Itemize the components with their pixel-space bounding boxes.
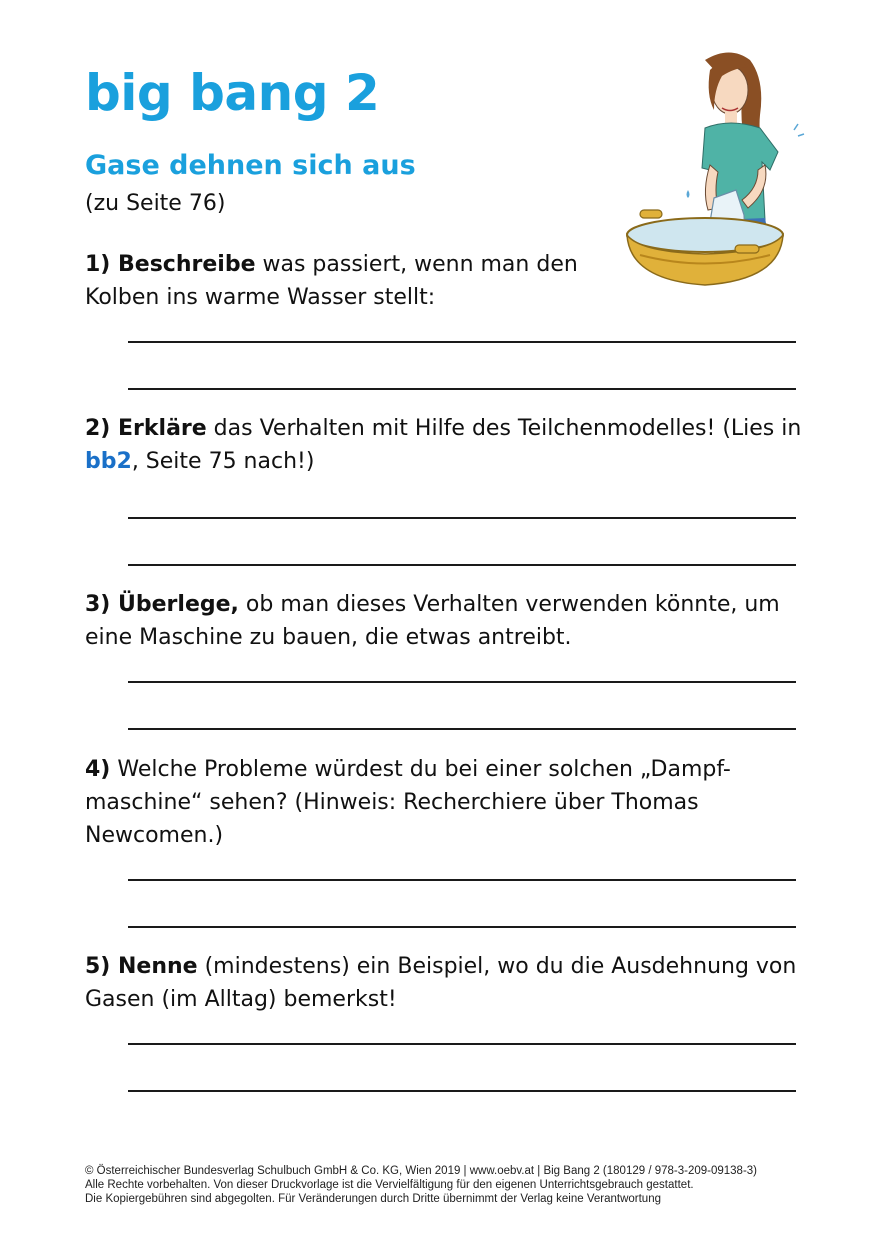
copyright-footer <box>85 1164 825 1206</box>
worksheet-title: Gase dehnen sich aus <box>85 150 416 181</box>
footer-line-2: Alle Rechte vorbehalten. Von dieser Druckvorlage ist die Vervielfältigung für den eigenen Unterrichtsgebrauch gestattet. <box>85 1179 694 1191</box>
question-3 <box>85 588 805 654</box>
question-5-text-line2: Gasen (im Alltag) bemerkst! <box>85 987 397 1012</box>
answer-line[interactable] <box>128 388 796 390</box>
answer-line[interactable] <box>128 341 796 343</box>
question-1-text-line2: Kolben ins warme Wasser stellt: <box>85 285 436 310</box>
answer-line[interactable] <box>128 681 796 683</box>
question-1 <box>85 248 805 314</box>
answer-line[interactable] <box>128 926 796 928</box>
answer-line[interactable] <box>128 564 796 566</box>
answer-line[interactable] <box>128 1090 796 1092</box>
question-1-text: was passiert, wenn man den <box>255 252 578 277</box>
question-4-verb: 4) <box>85 757 111 782</box>
question-4-text: Welche Probleme würdest du bei einer solchen „Dampf- <box>110 757 731 782</box>
question-4-text-line2: maschine“ sehen? (Hinweis: Recherchiere über Thomas <box>85 790 699 815</box>
brand-title: big bang 2 <box>85 64 380 122</box>
footer-line-1: © Österreichischer Bundesverlag Schulbuch GmbH & Co. KG, Wien 2019 | www.oebv.at | Big Bang 2 (180129 / 978-3-209-09138-3) <box>85 1165 758 1177</box>
question-2-verb: 2) Erkläre <box>85 416 207 441</box>
answer-line[interactable] <box>128 1043 796 1045</box>
question-1-verb: 1) Beschreibe <box>85 252 256 277</box>
question-3-text: ob man dieses Verhalten verwenden könnte, um <box>238 592 780 617</box>
question-3-verb: 3) Überlege, <box>85 592 239 617</box>
question-2-text: das Verhalten mit Hilfe des Teilchenmodelles! (Lies in <box>206 416 802 441</box>
answer-line[interactable] <box>128 728 796 730</box>
question-5-text: (mindestens) ein Beispiel, wo du die Ausdehnung von <box>197 954 797 979</box>
question-2-text-line2: , Seite 75 nach!) <box>131 449 315 474</box>
question-5-verb: 5) Nenne <box>85 954 198 979</box>
footer-line-3: Die Kopiergebühren sind abgegolten. Für Veränderungen durch Dritte übernimmt der Verlag keine Verantwortung <box>85 1193 661 1205</box>
question-4 <box>85 753 805 852</box>
question-4-text-line3: Newcomen.) <box>85 823 224 848</box>
question-3-text-line2: eine Maschine zu bauen, die etwas antreibt. <box>85 625 572 650</box>
question-5 <box>85 950 805 1016</box>
question-2 <box>85 412 805 478</box>
page-reference: (zu Seite 76) <box>85 191 226 216</box>
bb2-reference: bb2 <box>85 449 132 474</box>
answer-line[interactable] <box>128 879 796 881</box>
answer-line[interactable] <box>128 517 796 519</box>
